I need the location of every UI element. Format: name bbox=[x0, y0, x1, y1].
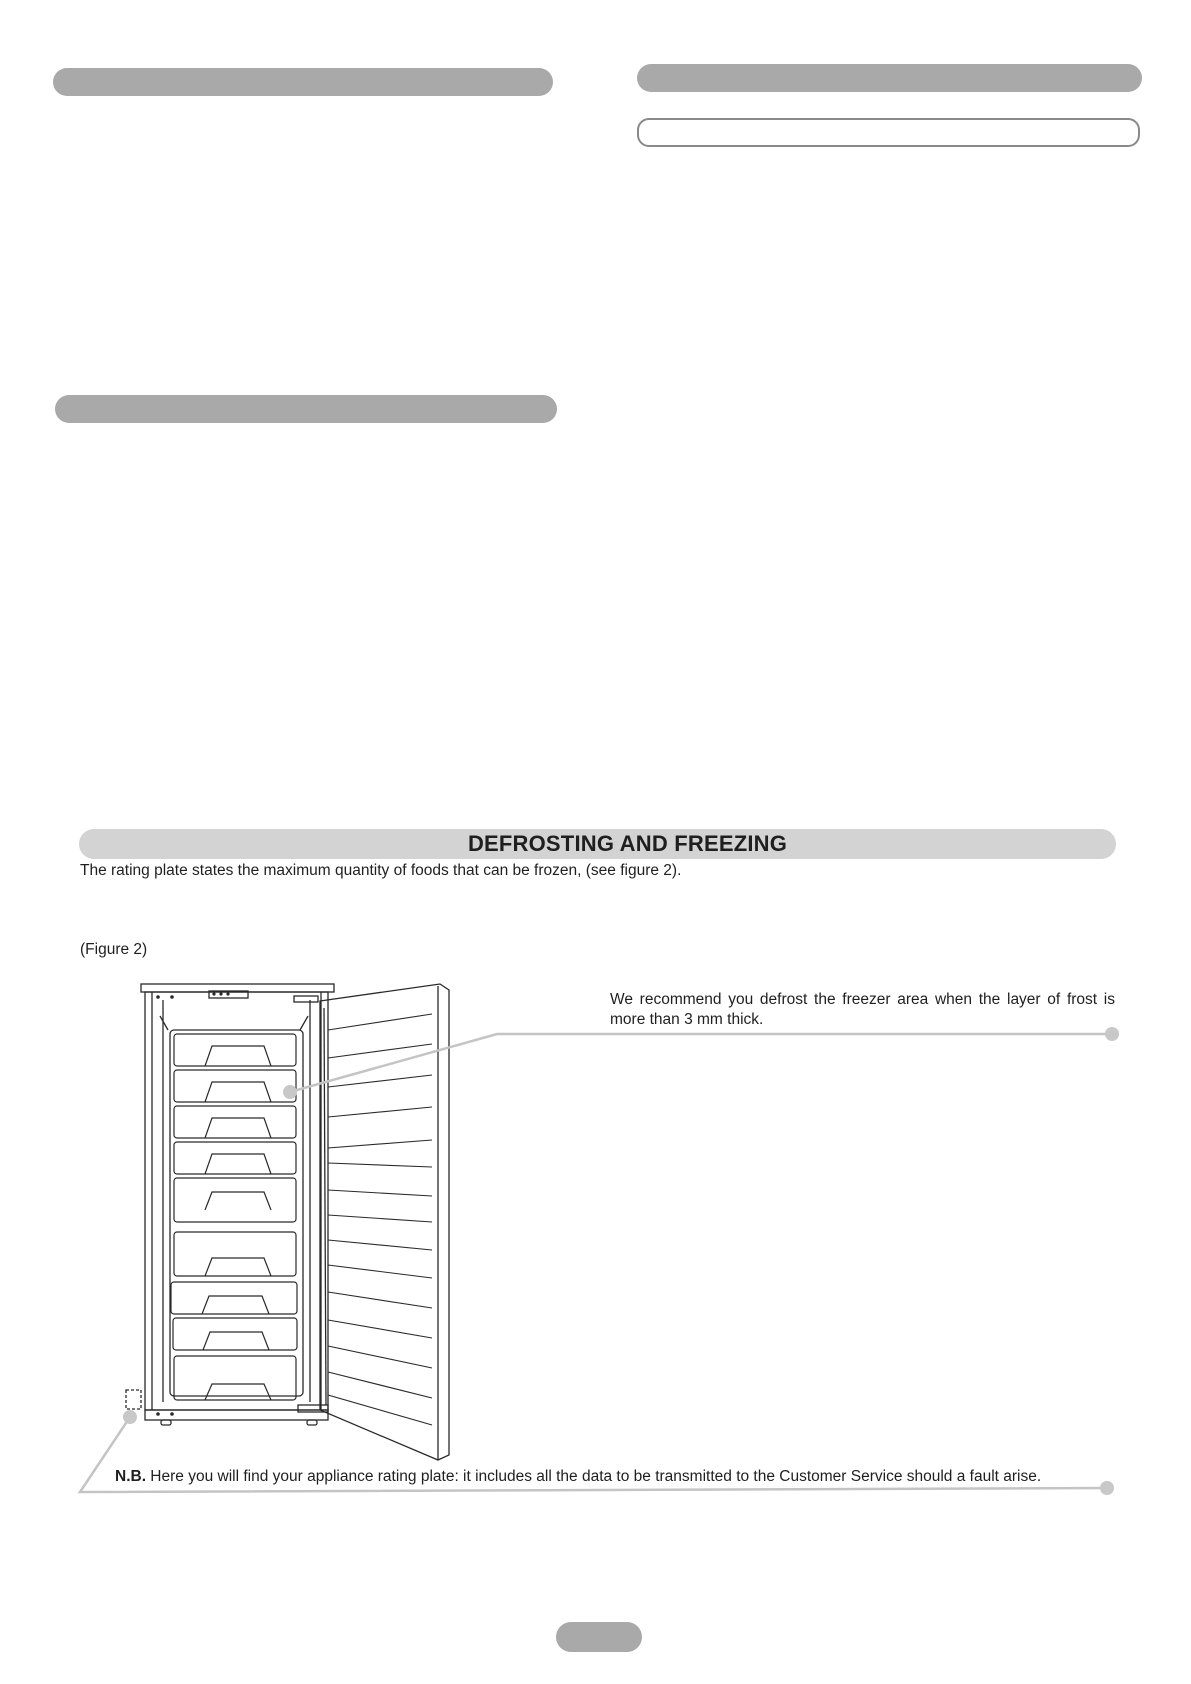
section-title: DEFROSTING AND FREEZING bbox=[467, 831, 788, 856]
leader-dot-plate bbox=[123, 1410, 137, 1424]
leader-dot-frost bbox=[283, 1085, 297, 1099]
defrost-callout-text: We recommend you defrost the freezer area when the layer of frost is more than 3 mm thick. bbox=[610, 991, 1115, 1028]
freezer-compartment bbox=[170, 1030, 303, 1396]
nb-body: Here you will find your appliance rating plate: it includes all the data to be transmitted to the Customer Service should a fault arise. bbox=[146, 1468, 1042, 1485]
leader-dot-plate-end bbox=[1100, 1481, 1114, 1495]
freezer-drawers bbox=[171, 1034, 297, 1400]
section-intro: The rating plate states the maximum quantity of foods that can be frozen, (see figure 2). bbox=[80, 862, 682, 879]
door-shelves bbox=[328, 1014, 432, 1425]
figure-label: (Figure 2) bbox=[80, 941, 148, 958]
leader-lines bbox=[80, 1034, 1112, 1492]
nb-label: N.B. bbox=[115, 1468, 146, 1485]
page-number-pill bbox=[556, 1622, 642, 1652]
rating-plate-marker bbox=[126, 1390, 141, 1409]
leader-dot-frost-end bbox=[1105, 1027, 1119, 1041]
